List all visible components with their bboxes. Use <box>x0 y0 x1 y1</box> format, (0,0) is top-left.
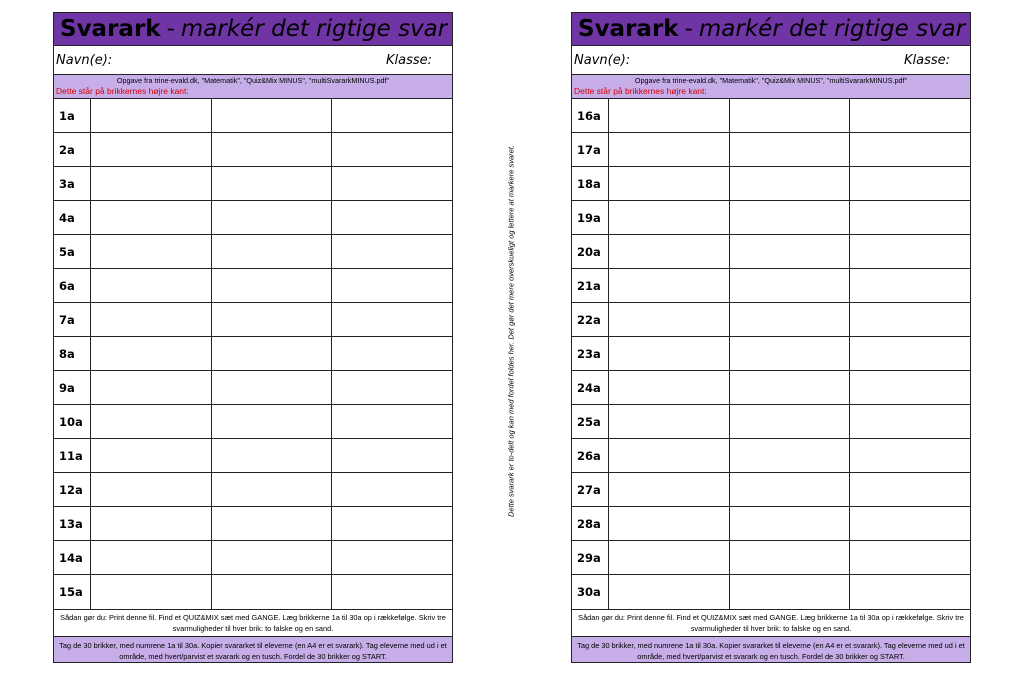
row-label: 30a <box>572 575 609 609</box>
answer-cell[interactable] <box>212 439 333 472</box>
class-label[interactable]: Klasse: <box>385 52 432 68</box>
row-label: 26a <box>572 439 609 472</box>
source-text: Opgave fra trine-evald.dk, "Matematik", "Quiz&Mix MINUS", "multiSvararkMINUS.pdf" <box>116 76 390 85</box>
answer-cell[interactable] <box>332 439 452 472</box>
answer-sheet-right <box>571 12 971 663</box>
row-label: 2a <box>54 133 91 166</box>
title-bold: Svarark <box>578 16 679 42</box>
row-label: 29a <box>572 541 609 574</box>
answer-row <box>54 201 452 235</box>
answer-cell[interactable] <box>91 541 212 574</box>
answer-cell[interactable] <box>609 99 730 132</box>
row-label: 15a <box>54 575 91 609</box>
answer-cell[interactable] <box>212 507 333 540</box>
row-label: 27a <box>572 473 609 506</box>
answer-cell[interactable] <box>332 473 452 506</box>
answer-cell[interactable] <box>850 235 970 268</box>
row-label: 13a <box>54 507 91 540</box>
answer-cell[interactable] <box>730 201 851 234</box>
answer-cell[interactable] <box>212 541 333 574</box>
row-label: 7a <box>54 303 91 336</box>
right-side-note: Dette står på brikkernes højre kant: <box>56 86 189 96</box>
answer-row <box>54 167 452 201</box>
answer-cell[interactable] <box>850 473 970 506</box>
answer-cell[interactable] <box>332 201 452 234</box>
answer-cell[interactable] <box>730 439 851 472</box>
row-label: 6a <box>54 269 91 302</box>
name-label[interactable]: Navn(e): <box>56 52 113 68</box>
answer-cell[interactable] <box>91 405 212 438</box>
answer-cell[interactable] <box>91 371 212 404</box>
source-text: Opgave fra trine-evald.dk, "Matematik", "Quiz&Mix MINUS", "multiSvararkMINUS.pdf" <box>634 76 908 85</box>
answer-sheet-left <box>53 12 453 663</box>
answer-cell[interactable] <box>332 337 452 370</box>
title-separator: - <box>684 16 693 42</box>
answer-cell[interactable] <box>730 133 851 166</box>
answer-cell[interactable] <box>850 269 970 302</box>
answer-cell[interactable] <box>212 303 333 336</box>
row-label: 17a <box>572 133 609 166</box>
row-label: 4a <box>54 201 91 234</box>
answer-row <box>572 405 970 439</box>
answer-row <box>572 575 970 609</box>
answer-row <box>54 133 452 167</box>
answer-cell[interactable] <box>730 575 851 609</box>
answer-cell[interactable] <box>332 269 452 302</box>
answer-cell[interactable] <box>212 337 333 370</box>
name-class-row <box>572 45 970 74</box>
answer-cell[interactable] <box>609 235 730 268</box>
answer-cell[interactable] <box>91 99 212 132</box>
answer-row <box>572 303 970 337</box>
answer-row <box>572 133 970 167</box>
info-box <box>54 74 452 99</box>
row-label: 14a <box>54 541 91 574</box>
answer-cell[interactable] <box>212 167 333 200</box>
answer-cell[interactable] <box>730 167 851 200</box>
answer-cell[interactable] <box>730 473 851 506</box>
answer-cell[interactable] <box>212 473 333 506</box>
answer-cell[interactable] <box>730 303 851 336</box>
row-label: 18a <box>572 167 609 200</box>
row-label: 12a <box>54 473 91 506</box>
answer-cell[interactable] <box>91 235 212 268</box>
answer-row <box>54 541 452 575</box>
answer-grid <box>54 99 452 609</box>
answer-row <box>572 439 970 473</box>
answer-cell[interactable] <box>91 473 212 506</box>
answer-cell[interactable] <box>730 405 851 438</box>
answer-cell[interactable] <box>850 575 970 609</box>
answer-cell[interactable] <box>91 167 212 200</box>
row-label: 8a <box>54 337 91 370</box>
answer-cell[interactable] <box>332 235 452 268</box>
answer-cell[interactable] <box>332 303 452 336</box>
row-label: 16a <box>572 99 609 132</box>
answer-cell[interactable] <box>212 201 333 234</box>
answer-cell[interactable] <box>850 201 970 234</box>
answer-row <box>54 371 452 405</box>
answer-row <box>54 99 452 133</box>
row-label: 20a <box>572 235 609 268</box>
footer-text: Tag de 30 brikker, med numrene 1a til 30a. Kopier svararket til eleverne (en A4 er et svarark). Tag eleverne med ud i et område, med hvert/parvist et svarark og en tusch. Fordel de 30 brikker og START. <box>572 636 970 662</box>
instructions-text: Sådan gør du: Print denne fil. Find et QUIZ&MIX sæt med GANGE. Læg brikkerne 1a til 30a op i rækkefølge. Skriv tre svarmuligheder til hver brik: to falske og en sand. <box>54 609 452 636</box>
instructions-text: Sådan gør du: Print denne fil. Find et QUIZ&MIX sæt med GANGE. Læg brikkerne 1a til 30a op i rækkefølge. Skriv tre svarmuligheder til hver brik: to falske og en sand. <box>572 609 970 636</box>
answer-row <box>572 371 970 405</box>
answer-cell[interactable] <box>91 269 212 302</box>
sheet-title <box>54 13 452 45</box>
row-label: 19a <box>572 201 609 234</box>
answer-row <box>572 473 970 507</box>
answer-row <box>54 507 452 541</box>
answer-cell[interactable] <box>730 541 851 574</box>
title-separator: - <box>166 16 175 42</box>
row-label: 25a <box>572 405 609 438</box>
answer-cell[interactable] <box>850 167 970 200</box>
name-label[interactable]: Navn(e): <box>574 52 631 68</box>
row-label: 1a <box>54 99 91 132</box>
row-label: 23a <box>572 337 609 370</box>
row-label: 28a <box>572 507 609 540</box>
answer-cell[interactable] <box>332 405 452 438</box>
answer-row <box>572 167 970 201</box>
answer-cell[interactable] <box>609 371 730 404</box>
row-label: 9a <box>54 371 91 404</box>
right-side-note: Dette står på brikkernes højre kant: <box>574 86 707 96</box>
answer-cell[interactable] <box>609 473 730 506</box>
answer-cell[interactable] <box>212 235 333 268</box>
answer-cell[interactable] <box>730 269 851 302</box>
answer-cell[interactable] <box>212 99 333 132</box>
class-label[interactable]: Klasse: <box>903 52 950 68</box>
answer-cell[interactable] <box>850 405 970 438</box>
answer-cell[interactable] <box>850 303 970 336</box>
answer-cell[interactable] <box>212 371 333 404</box>
answer-row <box>572 201 970 235</box>
answer-row <box>54 575 452 609</box>
answer-cell[interactable] <box>609 303 730 336</box>
answer-cell[interactable] <box>609 337 730 370</box>
answer-row <box>54 269 452 303</box>
title-bold: Svarark <box>60 16 161 42</box>
answer-row <box>572 269 970 303</box>
row-label: 3a <box>54 167 91 200</box>
answer-cell[interactable] <box>332 541 452 574</box>
answer-row <box>572 507 970 541</box>
row-label: 11a <box>54 439 91 472</box>
answer-cell[interactable] <box>91 337 212 370</box>
answer-cell[interactable] <box>609 541 730 574</box>
answer-cell[interactable] <box>850 541 970 574</box>
footer-text: Tag de 30 brikker, med numrene 1a til 30a. Kopier svararket til eleverne (en A4 er et svarark). Tag eleverne med ud i et område, med hvert/parvist et svarark og en tusch. Fordel de 30 brikker og START. <box>54 636 452 662</box>
answer-cell[interactable] <box>212 133 333 166</box>
answer-cell[interactable] <box>730 337 851 370</box>
answer-cell[interactable] <box>609 133 730 166</box>
answer-cell[interactable] <box>850 337 970 370</box>
answer-grid <box>572 99 970 609</box>
answer-cell[interactable] <box>850 99 970 132</box>
answer-row <box>54 303 452 337</box>
answer-cell[interactable] <box>609 167 730 200</box>
answer-row <box>54 405 452 439</box>
name-class-row <box>54 45 452 74</box>
row-label: 10a <box>54 405 91 438</box>
answer-cell[interactable] <box>609 575 730 609</box>
answer-cell[interactable] <box>332 371 452 404</box>
answer-cell[interactable] <box>212 269 333 302</box>
title-italic: markér det rigtige svar <box>180 16 448 42</box>
answer-cell[interactable] <box>850 439 970 472</box>
answer-row <box>572 235 970 269</box>
answer-cell[interactable] <box>730 371 851 404</box>
row-label: 5a <box>54 235 91 268</box>
answer-cell[interactable] <box>91 201 212 234</box>
answer-cell[interactable] <box>850 507 970 540</box>
title-italic: markér det rigtige svar <box>698 16 966 42</box>
row-label: 22a <box>572 303 609 336</box>
answer-cell[interactable] <box>850 371 970 404</box>
answer-cell[interactable] <box>609 269 730 302</box>
answer-cell[interactable] <box>212 575 333 609</box>
answer-row <box>572 99 970 133</box>
answer-cell[interactable] <box>609 405 730 438</box>
row-label: 21a <box>572 269 609 302</box>
sheet-title <box>572 13 970 45</box>
answer-cell[interactable] <box>332 575 452 609</box>
answer-cell[interactable] <box>332 133 452 166</box>
fold-note: Dette svarark er to-delt og kan med fordel foldes her. Det gør det mere overskueligt og lettere at markere svaret. <box>506 145 516 517</box>
answer-cell[interactable] <box>730 99 851 132</box>
answer-cell[interactable] <box>730 507 851 540</box>
answer-cell[interactable] <box>91 303 212 336</box>
answer-cell[interactable] <box>212 405 333 438</box>
answer-cell[interactable] <box>609 201 730 234</box>
answer-row <box>54 235 452 269</box>
answer-row <box>54 337 452 371</box>
answer-row <box>54 473 452 507</box>
answer-row <box>572 541 970 575</box>
answer-row <box>572 337 970 371</box>
answer-cell[interactable] <box>609 439 730 472</box>
answer-cell[interactable] <box>91 133 212 166</box>
answer-cell[interactable] <box>850 133 970 166</box>
answer-cell[interactable] <box>730 235 851 268</box>
answer-cell[interactable] <box>609 507 730 540</box>
answer-row <box>54 439 452 473</box>
row-label: 24a <box>572 371 609 404</box>
answer-cell[interactable] <box>91 575 212 609</box>
info-box <box>572 74 970 99</box>
answer-cell[interactable] <box>91 507 212 540</box>
answer-cell[interactable] <box>332 167 452 200</box>
answer-cell[interactable] <box>332 99 452 132</box>
answer-cell[interactable] <box>332 507 452 540</box>
answer-cell[interactable] <box>91 439 212 472</box>
